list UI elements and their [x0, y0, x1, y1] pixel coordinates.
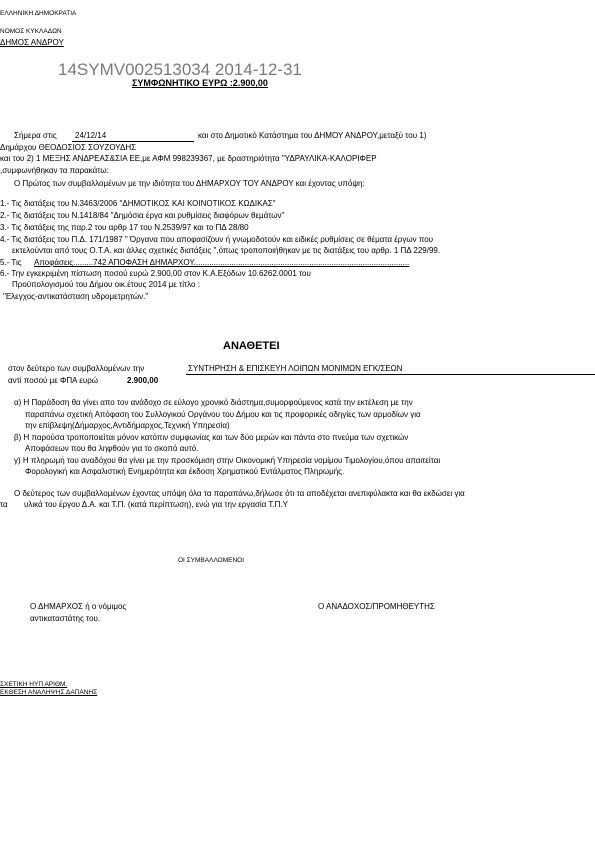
provision-6a: 6.- Την εγκεκριμένη πίστωση ποσού ευρώ 2.900,00 στον Κ.Α.Εξόδων 10.6262.0001 του: [0, 269, 311, 278]
assignment-amount-label: αντί ποσού με ΦΠΑ ευρώ: [8, 376, 99, 385]
provision-1: 1.- Τις διατάξεις του Ν.3463/2006 "ΔΗΜΟΤΙΚΟΣ ΚΑΙ ΚΟΙΝΟΤΙΚΟΣ ΚΩΔΙΚΑΣ": [0, 199, 276, 208]
assignment-prefix: στον δεύτερο των συμβαλλομένων την: [8, 364, 145, 373]
provision-3: 3.- Τις διατάξεις της παρ.2 του αρθρ 17 του Ν.2539/97 και το ΠΔ 28/80: [0, 223, 249, 232]
provision-6c: "Ελεγχος-αντικατάσταση υδρομετρητών.": [3, 292, 149, 301]
closing-line-2: υλικά του έργου Δ.Α. και Τ.Π. (κατά περίπτωση), ενώ για την εργασία Τ.Π.Υ: [24, 500, 288, 509]
provision-2: 2.- Τις διατάξεις του Ν.1418/84 "Δημόσια έργα και ρυθμίσεις διαφόρων θεμάτων": [0, 211, 285, 220]
provision-4a: 4.- Τις διατάξεις του Π.Δ. 171/1987 " Όργανα που αποφασίζουν ή γνωμοδοτούν και ειδικές ρυθμίσεις σε θέματα έργων που: [0, 235, 434, 244]
term-a-1: α) Η Παράδοση θα γίνει απο τον ανάδοχο σε εύλογο χρονικό διάστημα,συμορφούμενος κατά την εκτέλεση με την: [14, 398, 413, 407]
document-id-watermark: 14SYMV002513034 2014-12-31: [58, 60, 302, 79]
assign-heading: ΑΝΑΘΕΤΕΙ: [223, 340, 280, 352]
term-b-2: Αποφάσεων που θα ληφθούν για το σκοπό αυτό.: [25, 444, 199, 453]
provision-6b: Προϋπολογισμού του Δήμου οικ.έτους 2014 με τίτλο :: [12, 280, 200, 289]
provision-4b: εκτελούνται από τους Ο.Τ.Α. και άλλες σχετικές διατάξεις ",όπως τροποποιήθηκαν με τις διατάξεις του αρθρ. 1 ΠΔ 229/99.: [12, 246, 441, 255]
footer-reference: ΣΧΕΤΙΚΗ ΗΥΠ ΑΡΙΘΜ.: [0, 681, 68, 688]
header-republic: ΕΛΛΗΝΙΚΗ ΔΗΜΟΚΡΑΤΙΑ: [0, 10, 77, 17]
signature-mayor-substitute: αντικαταστάτης του.: [30, 614, 101, 623]
provision-5: Αποφάσεις.........742 ΑΠΟΦΑΣΗ ΔΗΜΑΡΧΟΥ.................................................................................................: [34, 258, 410, 267]
provision-5-prefix: 5.- Τις: [0, 258, 22, 267]
intro-date: 24/12/14: [75, 131, 107, 140]
header-prefecture: ΝΟΜΟΣ ΚΥΚΛΑΔΩΝ: [0, 28, 62, 35]
term-c-2: Φορολογική και Ασφαλιστική Ενημερότητα και έκδοση Χρηματικού Εντάλματος Πληρωμής.: [25, 467, 345, 476]
signature-contractor: Ο ΑΝΑΔΟΧΟΣ/ΠΡΟΜΗΘΕΥΤΗΣ: [318, 602, 435, 611]
intro-contractor: και του 2) 1 ΜΕΞΗΣ ΑΝΔΡΕΑΣ&ΣΙΑ ΕΕ,με ΑΦΜ 998239367, με δραστηριότητα "ΥΔΡΑΥΛΙΚΑ-ΚΑΛΟΡΙΦΕΡ: [0, 154, 377, 163]
document-title: ΣΥΜΦΩΝΗΤΙΚΟ ΕΥΡΩ :2.900,00: [132, 78, 268, 88]
footer-expense-report: ΕΚΘΕΣΗ ΑΝΑΛΗΨΗΣ ΔΑΠΑΝΗΣ: [0, 689, 98, 696]
intro-first-party: Ο Πρώτος των συμβαλλομένων με την ιδιότητα του ΔΗΜΑΡΧΟΥ ΤΟΥ ΑΝΔΡΟΥ και έχοντας υπόψη:: [14, 179, 365, 188]
intro-mayor: Δημάρχου ΘΕΟΔΟΣΙΟΣ ΣΟΥΖΟΥΔΗΣ: [0, 143, 137, 152]
signature-mayor: Ο ΔΗΜΑΡΧΟΣ ή ο νόμιμος: [30, 602, 127, 611]
term-a-3: την επίβλεψη(Δήμαρχος,Αντιδήμαρχος,Τεχνική Υπηρεσία): [25, 421, 230, 430]
term-a-2: παραπάνω σχετική Απόφαση του Συλλογικού Οργάνου του Δήμου και τις προφορικές οδηγίες των αρμοδίων για: [25, 410, 421, 419]
term-c-1: γ) Η πληρωμή του αναδόχου θα γίνει με την προσκόμιση στην Οικονομική Υπηρεσία νομίμου Τιμολογίου,όπου απαιτείται: [14, 456, 441, 465]
closing-prefix: τα: [0, 500, 8, 509]
closing-line-1: Ο δεύτερος των συμβαλλομένων έχοντας υπόψη όλα τα παραπάνω,δήλωσε ότι τα αποδέχεται ανεπιφύλακτα και θα εκδώσει για: [14, 489, 465, 498]
term-b-1: β) Η παρούσα τροποποιείται μόνον κατόπιν συμφωνίας και των δύο μερών και πάντα στο πνεύμα των σχετικών: [14, 433, 409, 442]
intro-location: και στο Δημοτικό Κατάστημα του ΔΗΜΟΥ ΑΝΔΡΟΥ,μεταξύ του 1): [198, 131, 427, 140]
header-municipality: ΔΗΜΟΣ ΑΝΔΡΟΥ: [0, 38, 64, 47]
assignment-amount: 2.900,00: [127, 376, 159, 385]
intro-agreed: ,συμφωνήθηκαν τα παρακάτω:: [0, 166, 109, 175]
assignment-underline: [186, 374, 595, 375]
date-underline: [72, 141, 194, 142]
intro-prefix: Σήμερα στις: [14, 131, 57, 140]
signatures-heading: ΟΙ ΣΥΜΒΑΛΛΟΜΕΝΟΙ: [178, 557, 245, 564]
assignment-work: ΣΥΝΤΗΡΗΣΗ & ΕΠΙΣΚΕΥΗ ΛΟΙΠΩΝ ΜΟΝΙΜΩΝ ΕΓΚ/ΣΕΩΝ: [188, 364, 403, 373]
